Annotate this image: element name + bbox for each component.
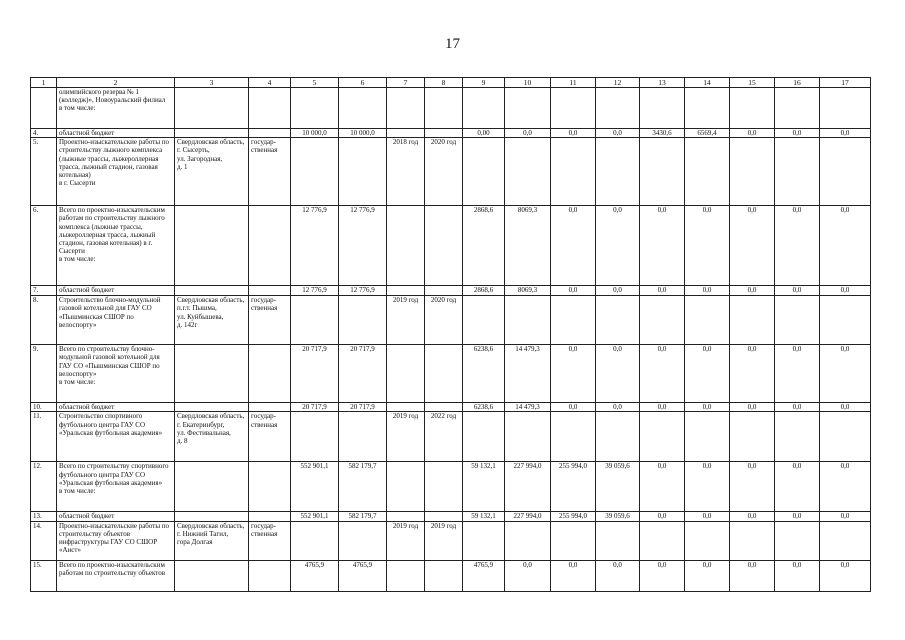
cell-col-11 — [551, 521, 596, 560]
cell-col-9: 6238,6 — [463, 345, 505, 403]
table-row — [31, 296, 871, 345]
cell-col-6: 20 717,9 — [339, 345, 387, 403]
cell-col-6: 10 000,0 — [339, 129, 387, 138]
cell-col-5: 20 717,9 — [291, 345, 339, 403]
cell-col-11: 0,0 — [551, 206, 596, 286]
cell-col-8: 2020 год — [425, 138, 463, 206]
cell-col-7 — [387, 403, 425, 412]
cell-col-11: 0,0 — [551, 560, 596, 591]
cell-col-7 — [387, 206, 425, 286]
column-header-9: 9 — [463, 78, 505, 88]
cell-col-1: 14. — [31, 521, 57, 560]
cell-col-2: областной бюджет — [57, 512, 175, 521]
cell-col-7 — [387, 512, 425, 521]
cell-col-13 — [640, 296, 685, 345]
cell-col-14: 0,0 — [685, 286, 730, 296]
cell-col-14: 0,0 — [685, 345, 730, 403]
cell-col-16: 0,0 — [775, 206, 820, 286]
cell-col-6: 12 776,9 — [339, 286, 387, 296]
cell-col-4 — [249, 206, 291, 286]
cell-col-17: 0,0 — [820, 206, 871, 286]
cell-col-2: областной бюджет — [57, 286, 175, 296]
cell-col-13: 3430,6 — [640, 129, 685, 138]
cell-col-6 — [339, 521, 387, 560]
column-header-7: 7 — [387, 78, 425, 88]
cell-col-3 — [175, 286, 249, 296]
cell-col-3 — [175, 403, 249, 412]
cell-col-9 — [463, 412, 505, 462]
column-header-14: 14 — [685, 78, 730, 88]
cell-col-8 — [425, 512, 463, 521]
cell-col-9 — [463, 296, 505, 345]
cell-col-11: 0,0 — [551, 286, 596, 296]
cell-col-5 — [291, 138, 339, 206]
cell-col-3 — [175, 345, 249, 403]
cell-col-9: 59 132,1 — [463, 512, 505, 521]
cell-col-7: 2019 год — [387, 521, 425, 560]
cell-col-17: 0,0 — [820, 345, 871, 403]
table-row — [31, 345, 871, 403]
column-header-11: 11 — [551, 78, 596, 88]
cell-col-5: 20 717,9 — [291, 403, 339, 412]
cell-col-17: 0,0 — [820, 286, 871, 296]
table-row — [31, 138, 871, 206]
cell-col-8: 2020 год — [425, 296, 463, 345]
cell-col-15 — [730, 521, 775, 560]
cell-col-11: 0,0 — [551, 403, 596, 412]
cell-col-7: 2019 год — [387, 412, 425, 462]
cell-col-12: 39 059,6 — [596, 512, 640, 521]
cell-col-3: Свердловская область, г. Нижний Тагил, гора Долгая — [175, 521, 249, 560]
cell-col-6: 582 179,7 — [339, 512, 387, 521]
cell-col-2: Строительство блочно-модульной газовой котельной для ГАУ СО «Пышминская СШОР по велоспорту» — [57, 296, 175, 345]
cell-col-17 — [820, 521, 871, 560]
cell-col-8 — [425, 560, 463, 591]
cell-col-16 — [775, 138, 820, 206]
cell-col-14 — [685, 412, 730, 462]
cell-col-15: 0,0 — [730, 206, 775, 286]
cell-col-13 — [640, 138, 685, 206]
cell-col-14: 0,0 — [685, 462, 730, 512]
cell-col-4 — [249, 129, 291, 138]
cell-col-7 — [387, 560, 425, 591]
cell-col-15 — [730, 412, 775, 462]
cell-col-5 — [291, 412, 339, 462]
cell-col-10 — [505, 521, 551, 560]
cell-col-16 — [775, 412, 820, 462]
cell-col-4 — [249, 560, 291, 591]
cell-col-10 — [505, 296, 551, 345]
column-header-8: 8 — [425, 78, 463, 88]
cell-col-10 — [505, 412, 551, 462]
cell-col-6: 582 179,7 — [339, 462, 387, 512]
cell-col-11 — [551, 88, 596, 129]
cell-col-16: 0,0 — [775, 129, 820, 138]
cell-col-1: 4. — [31, 129, 57, 138]
cell-col-6: 20 717,9 — [339, 403, 387, 412]
cell-col-16: 0,0 — [775, 462, 820, 512]
cell-col-2: Строительство спортивного футбольного центра ГАУ СО «Уральская футбольная академия» — [57, 412, 175, 462]
cell-col-1: 10. — [31, 403, 57, 412]
cell-col-11: 0,0 — [551, 129, 596, 138]
cell-col-4 — [249, 286, 291, 296]
cell-col-8 — [425, 129, 463, 138]
cell-col-6 — [339, 138, 387, 206]
cell-col-15: 0,0 — [730, 403, 775, 412]
cell-col-1: 15. — [31, 560, 57, 591]
cell-col-14: 6569,4 — [685, 129, 730, 138]
cell-col-7 — [387, 286, 425, 296]
cell-col-8 — [425, 286, 463, 296]
cell-col-9 — [463, 138, 505, 206]
cell-col-14 — [685, 88, 730, 129]
cell-col-1: 8. — [31, 296, 57, 345]
cell-col-13 — [640, 412, 685, 462]
column-header-5: 5 — [291, 78, 339, 88]
cell-col-8 — [425, 462, 463, 512]
cell-col-8 — [425, 345, 463, 403]
cell-col-10 — [505, 88, 551, 129]
cell-col-4 — [249, 88, 291, 129]
cell-col-4: государ- ственная — [249, 296, 291, 345]
cell-col-3 — [175, 206, 249, 286]
cell-col-15: 0,0 — [730, 512, 775, 521]
cell-col-9 — [463, 521, 505, 560]
cell-col-5: 552 901,1 — [291, 462, 339, 512]
cell-col-13: 0,0 — [640, 403, 685, 412]
column-header-3: 3 — [175, 78, 249, 88]
column-header-10: 10 — [505, 78, 551, 88]
cell-col-12: 0,0 — [596, 286, 640, 296]
cell-col-6 — [339, 88, 387, 129]
cell-col-5: 10 000,0 — [291, 129, 339, 138]
cell-col-8 — [425, 403, 463, 412]
cell-col-2: областной бюджет — [57, 129, 175, 138]
cell-col-5: 12 776,9 — [291, 206, 339, 286]
table-row — [31, 286, 871, 296]
cell-col-9: 59 132,1 — [463, 462, 505, 512]
cell-col-7: 2018 год — [387, 138, 425, 206]
cell-col-10: 8069,3 — [505, 286, 551, 296]
cell-col-1: 13. — [31, 512, 57, 521]
cell-col-5: 4765,9 — [291, 560, 339, 591]
cell-col-17: 0,0 — [820, 403, 871, 412]
cell-col-3 — [175, 129, 249, 138]
column-header-12: 12 — [596, 78, 640, 88]
cell-col-14: 0,0 — [685, 206, 730, 286]
cell-col-12: 0,0 — [596, 206, 640, 286]
column-header-6: 6 — [339, 78, 387, 88]
cell-col-12: 39 059,6 — [596, 462, 640, 512]
cell-col-15: 0,0 — [730, 129, 775, 138]
column-header-13: 13 — [640, 78, 685, 88]
cell-col-1: 12. — [31, 462, 57, 512]
cell-col-15 — [730, 138, 775, 206]
cell-col-17 — [820, 412, 871, 462]
cell-col-9: 0,00 — [463, 129, 505, 138]
cell-col-5: 552 901,1 — [291, 512, 339, 521]
cell-col-10: 0,0 — [505, 129, 551, 138]
cell-col-13: 0,0 — [640, 512, 685, 521]
cell-col-12 — [596, 521, 640, 560]
cell-col-15: 0,0 — [730, 286, 775, 296]
cell-col-3 — [175, 462, 249, 512]
cell-col-10: 8069,3 — [505, 206, 551, 286]
cell-col-6 — [339, 296, 387, 345]
cell-col-1: 5. — [31, 138, 57, 206]
cell-col-12 — [596, 138, 640, 206]
cell-col-2: Проектно-изыскательские работы по строительству лыжного комплекса (лыжные трассы, лыжероллерная трасса, лыжный стадион, газовая котельная) в г. Сысерти — [57, 138, 175, 206]
table-row — [31, 206, 871, 286]
cell-col-9: 2868,6 — [463, 206, 505, 286]
cell-col-13: 0,0 — [640, 560, 685, 591]
cell-col-16: 0,0 — [775, 512, 820, 521]
cell-col-1: 11. — [31, 412, 57, 462]
table-body — [31, 88, 871, 592]
cell-col-11: 255 994,0 — [551, 462, 596, 512]
cell-col-2: олимпийского резерва № 1 (колледж)», Новоуральский филиал в том числе: — [57, 88, 175, 129]
cell-col-3: Свердловская область, г. Екатеринбург, ул. Фестивальная, д. 8 — [175, 412, 249, 462]
cell-col-13 — [640, 521, 685, 560]
cell-col-13: 0,0 — [640, 286, 685, 296]
cell-col-15 — [730, 296, 775, 345]
cell-col-8: 2019 год — [425, 521, 463, 560]
cell-col-12: 0,0 — [596, 345, 640, 403]
cell-col-10: 14 479,3 — [505, 345, 551, 403]
cell-col-8: 2022 год — [425, 412, 463, 462]
cell-col-14 — [685, 138, 730, 206]
cell-col-3: Свердловская область, п.г.т. Пышма, ул. Куйбышева, д. 142г — [175, 296, 249, 345]
header-row — [31, 78, 871, 88]
cell-col-3 — [175, 560, 249, 591]
table-row — [31, 129, 871, 138]
column-header-17: 17 — [820, 78, 871, 88]
cell-col-4: государ- ственная — [249, 138, 291, 206]
column-header-1: 1 — [31, 78, 57, 88]
cell-col-4 — [249, 512, 291, 521]
cell-col-15: 0,0 — [730, 462, 775, 512]
cell-col-3: Свердловская область, г. Сысерть, ул. Загородная, д. 1 — [175, 138, 249, 206]
cell-col-11: 255 994,0 — [551, 512, 596, 521]
cell-col-10 — [505, 138, 551, 206]
cell-col-4: государ- ственная — [249, 412, 291, 462]
table-row — [31, 462, 871, 512]
cell-col-11 — [551, 138, 596, 206]
cell-col-6: 12 776,9 — [339, 206, 387, 286]
page-number: 17 — [445, 36, 460, 52]
cell-col-16 — [775, 521, 820, 560]
cell-col-14 — [685, 296, 730, 345]
cell-col-12: 0,0 — [596, 403, 640, 412]
cell-col-12 — [596, 88, 640, 129]
table-row — [31, 521, 871, 560]
cell-col-17: 0,0 — [820, 462, 871, 512]
cell-col-16 — [775, 296, 820, 345]
cell-col-15: 0,0 — [730, 560, 775, 591]
column-header-2: 2 — [57, 78, 175, 88]
cell-col-12 — [596, 296, 640, 345]
cell-col-9: 6238,6 — [463, 403, 505, 412]
cell-col-16 — [775, 88, 820, 129]
cell-col-1 — [31, 88, 57, 129]
cell-col-15 — [730, 88, 775, 129]
table-row — [31, 412, 871, 462]
cell-col-7 — [387, 345, 425, 403]
cell-col-11 — [551, 412, 596, 462]
cell-col-7 — [387, 129, 425, 138]
cell-col-1: 6. — [31, 206, 57, 286]
table-row — [31, 560, 871, 591]
cell-col-8 — [425, 88, 463, 129]
cell-col-1: 9. — [31, 345, 57, 403]
column-header-15: 15 — [730, 78, 775, 88]
cell-col-2: Всего по строительству блочно-модульной газовой котельной для ГАУ СО «Пышминская СШОР по велоспорту» в том числе: — [57, 345, 175, 403]
cell-col-4: государ- ственная — [249, 521, 291, 560]
cell-col-5: 12 776,9 — [291, 286, 339, 296]
cell-col-14: 0,0 — [685, 403, 730, 412]
cell-col-7: 2019 год — [387, 296, 425, 345]
cell-col-11: 0,0 — [551, 345, 596, 403]
cell-col-13: 0,0 — [640, 462, 685, 512]
cell-col-8 — [425, 206, 463, 286]
cell-col-3 — [175, 88, 249, 129]
cell-col-10: 0,0 — [505, 560, 551, 591]
cell-col-10: 227 994,0 — [505, 512, 551, 521]
cell-col-7 — [387, 88, 425, 129]
cell-col-16: 0,0 — [775, 345, 820, 403]
cell-col-4 — [249, 462, 291, 512]
cell-col-2: Всего по проектно-изыскательским работам по строительству объектов — [57, 560, 175, 591]
cell-col-14: 0,0 — [685, 560, 730, 591]
cell-col-10: 14 479,3 — [505, 403, 551, 412]
cell-col-17: 0,0 — [820, 560, 871, 591]
cell-col-1: 7. — [31, 286, 57, 296]
cell-col-6: 4765,9 — [339, 560, 387, 591]
cell-col-5 — [291, 88, 339, 129]
cell-col-16: 0,0 — [775, 403, 820, 412]
cell-col-2: Всего по проектно-изыскательским работам по строительству лыжного комплекса (лыжные трассы, лыжероллерная трасса, лыжный стадион, газовая котельная) в г. Сысерти в том числе: — [57, 206, 175, 286]
cell-col-2: Всего по строительству спортивного футбольного центра ГАУ СО «Уральская футбольная академия» в том числе: — [57, 462, 175, 512]
cell-col-17 — [820, 138, 871, 206]
column-header-16: 16 — [775, 78, 820, 88]
cell-col-3 — [175, 512, 249, 521]
cell-col-5 — [291, 521, 339, 560]
cell-col-12 — [596, 412, 640, 462]
cell-col-5 — [291, 296, 339, 345]
cell-col-17 — [820, 88, 871, 129]
budget-table — [30, 77, 871, 592]
cell-col-17: 0,0 — [820, 512, 871, 521]
cell-col-16: 0,0 — [775, 560, 820, 591]
table-row — [31, 403, 871, 412]
cell-col-17 — [820, 296, 871, 345]
cell-col-9: 4765,9 — [463, 560, 505, 591]
cell-col-13 — [640, 88, 685, 129]
cell-col-9 — [463, 88, 505, 129]
cell-col-2: областной бюджет — [57, 403, 175, 412]
cell-col-4 — [249, 403, 291, 412]
cell-col-14 — [685, 521, 730, 560]
cell-col-14: 0,0 — [685, 512, 730, 521]
cell-col-16: 0,0 — [775, 286, 820, 296]
cell-col-17: 0,0 — [820, 129, 871, 138]
cell-col-2: Проектно-изыскательские работы по строительству объектов инфраструктуры ГАУ СО СШОР «Аист» — [57, 521, 175, 560]
cell-col-11 — [551, 296, 596, 345]
column-header-4: 4 — [249, 78, 291, 88]
cell-col-13: 0,0 — [640, 206, 685, 286]
table-row — [31, 512, 871, 521]
cell-col-10: 227 994,0 — [505, 462, 551, 512]
cell-col-4 — [249, 345, 291, 403]
cell-col-9: 2868,6 — [463, 286, 505, 296]
cell-col-15: 0,0 — [730, 345, 775, 403]
table-row — [31, 88, 871, 129]
cell-col-13: 0,0 — [640, 345, 685, 403]
cell-col-12: 0,0 — [596, 129, 640, 138]
cell-col-7 — [387, 462, 425, 512]
cell-col-6 — [339, 412, 387, 462]
cell-col-12: 0,0 — [596, 560, 640, 591]
